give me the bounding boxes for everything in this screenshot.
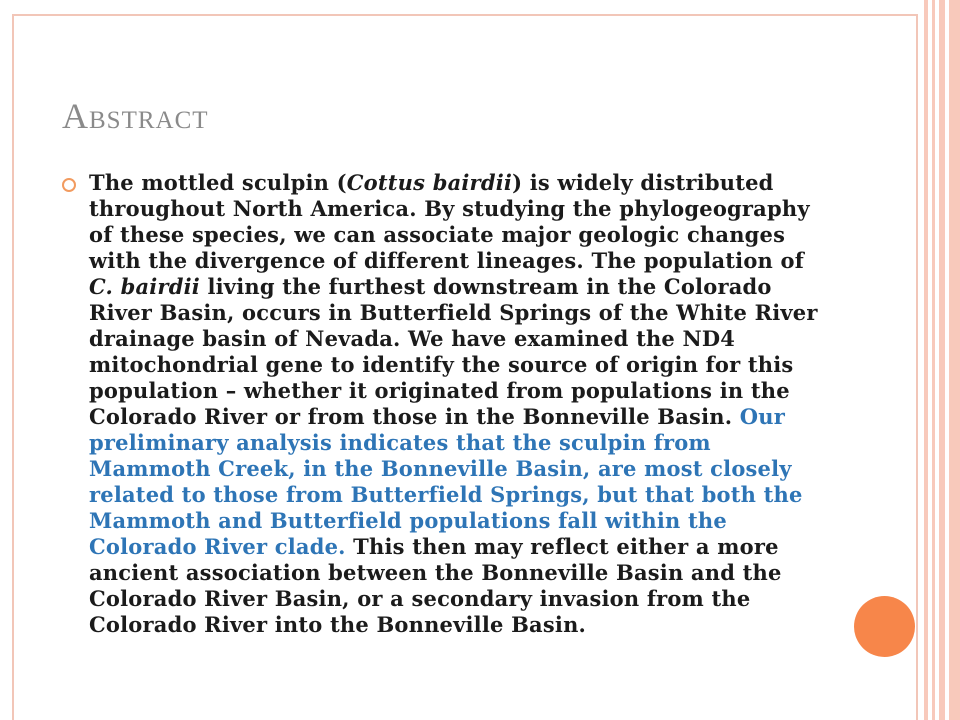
stripe <box>924 0 928 720</box>
highlighted-finding: Our preliminary analysis indicates that the sculpin from Mammoth Creek, in the Bonneville Basin, are most closely related to those from Butterfield Springs, but that both the Mammoth and Butterfield populations fall within the Colorado River clade. <box>89 404 803 559</box>
bullet-icon <box>62 178 76 192</box>
decorative-stripes <box>922 0 960 720</box>
stripe <box>932 0 935 720</box>
abstract-text <box>89 170 829 638</box>
abstract-segment: This then may reflect either a more ancient association between the Bonneville Basin and the Colorado River Basin, or a secondary invasion from the Colorado River into the Bonneville Basin. <box>89 534 782 637</box>
accent-circle <box>854 596 915 657</box>
abstract-segment: The mottled sculpin ( <box>89 170 347 195</box>
abstract-segment: ) is widely distributed throughout North America. By studying the phylogeography of these species, we can associate major geologic changes with the divergence of different lineages. The population of <box>89 170 810 273</box>
abstract-segment: living the furthest downstream in the Colorado River Basin, occurs in Butterfield Springs of the White River drainage basin of Nevada. We have examined the ND4 mitochondrial gene to identify the source of origin for this population – whether it originated from populations in the Colorado River or from those in the Bonneville Basin. <box>89 274 818 429</box>
species-name-short: C. bairdii <box>89 274 200 299</box>
species-name: Cottus bairdii <box>346 170 513 195</box>
stripe <box>949 0 960 720</box>
stripe <box>939 0 945 720</box>
slide-title: Abstract <box>62 96 209 136</box>
